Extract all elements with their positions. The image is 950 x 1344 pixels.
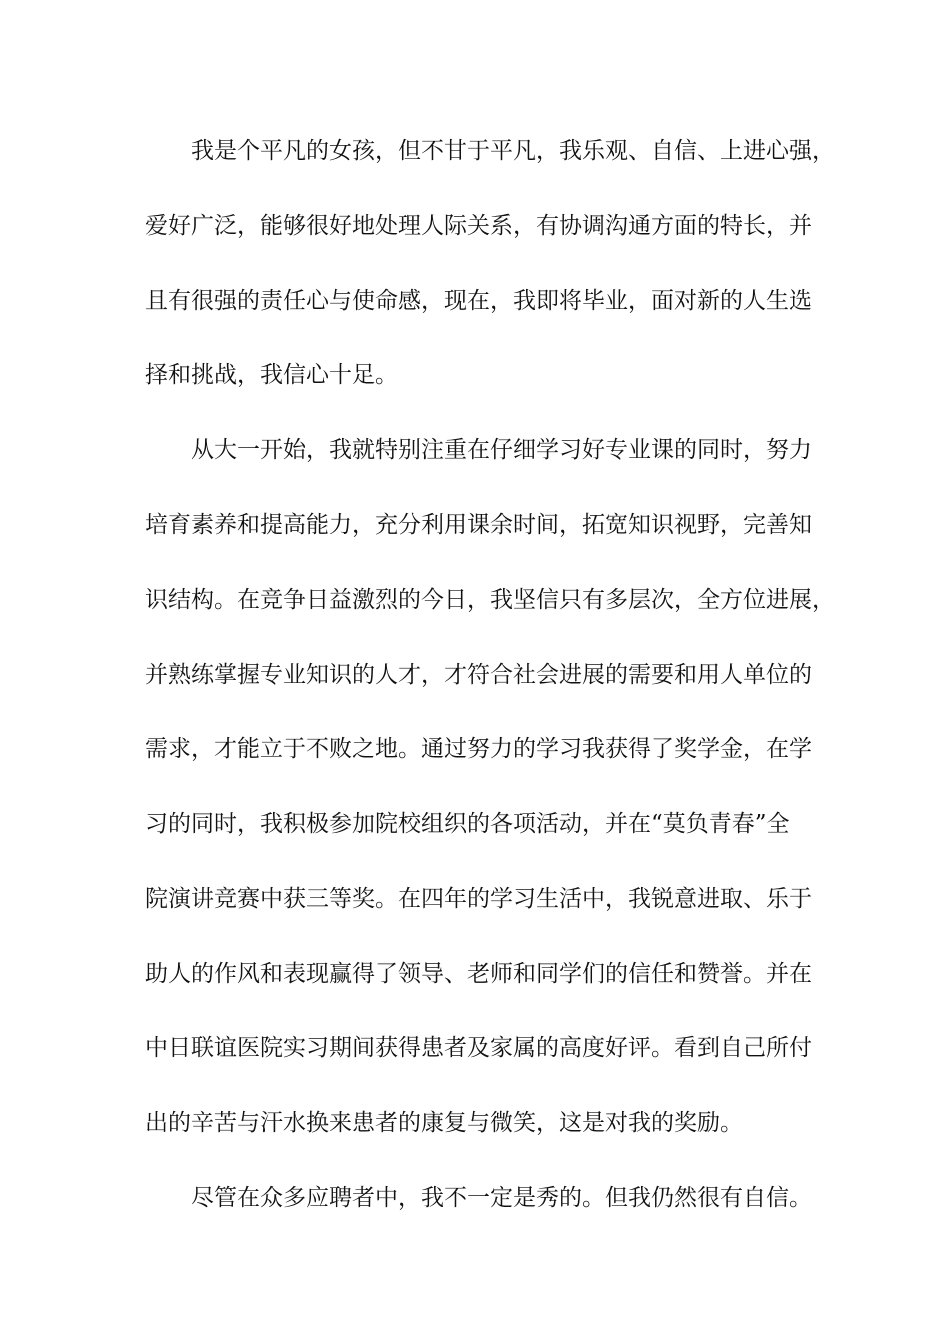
text-line: 院演讲竞赛中获三等奖。在四年的学习生活中，我锐意进取、乐于 — [145, 886, 812, 912]
text-line: 我是个平凡的女孩，但不甘于平凡，我乐观、自信、上进心强， — [191, 138, 835, 164]
text-line: 中日联谊医院实习期间获得患者及家属的高度好评。看到自己所付 — [145, 1035, 812, 1061]
text-line: 培育素养和提高能力，充分利用课余时间，拓宽知识视野，完善知 — [145, 512, 812, 538]
text-line: 爱好广泛，能够很好地处理人际关系，有协调沟通方面的特长，并 — [145, 213, 812, 239]
text-line: 识结构。在竞争日益激烈的今日，我坚信只有多层次，全方位进展， — [145, 587, 835, 613]
text-line: 尽管在众多应聘者中，我不一定是秀的。但我仍然很有自信。 — [191, 1185, 812, 1211]
text-line: 从大一开始，我就特别注重在仔细学习好专业课的同时，努力 — [191, 437, 812, 463]
text-line: 且有很强的责任心与使命感，现在，我即将毕业，面对新的人生选 — [145, 288, 812, 314]
text-line: 出的辛苦与汗水换来患者的康复与微笑，这是对我的奖励。 — [145, 1110, 743, 1136]
text-line: 并熟练掌握专业知识的人才，才符合社会进展的需要和用人单位的 — [145, 662, 812, 688]
text-line: 助人的作风和表现赢得了领导、老师和同学们的信任和赞誉。并在 — [145, 961, 812, 987]
text-line: 择和挑战，我信心十足。 — [145, 362, 398, 388]
text-line: 需求，才能立于不败之地。通过努力的学习我获得了奖学金，在学 — [145, 736, 812, 762]
text-line: 习的同时，我积极参加院校组织的各项活动，并在“莫负青春”全 — [145, 811, 790, 837]
